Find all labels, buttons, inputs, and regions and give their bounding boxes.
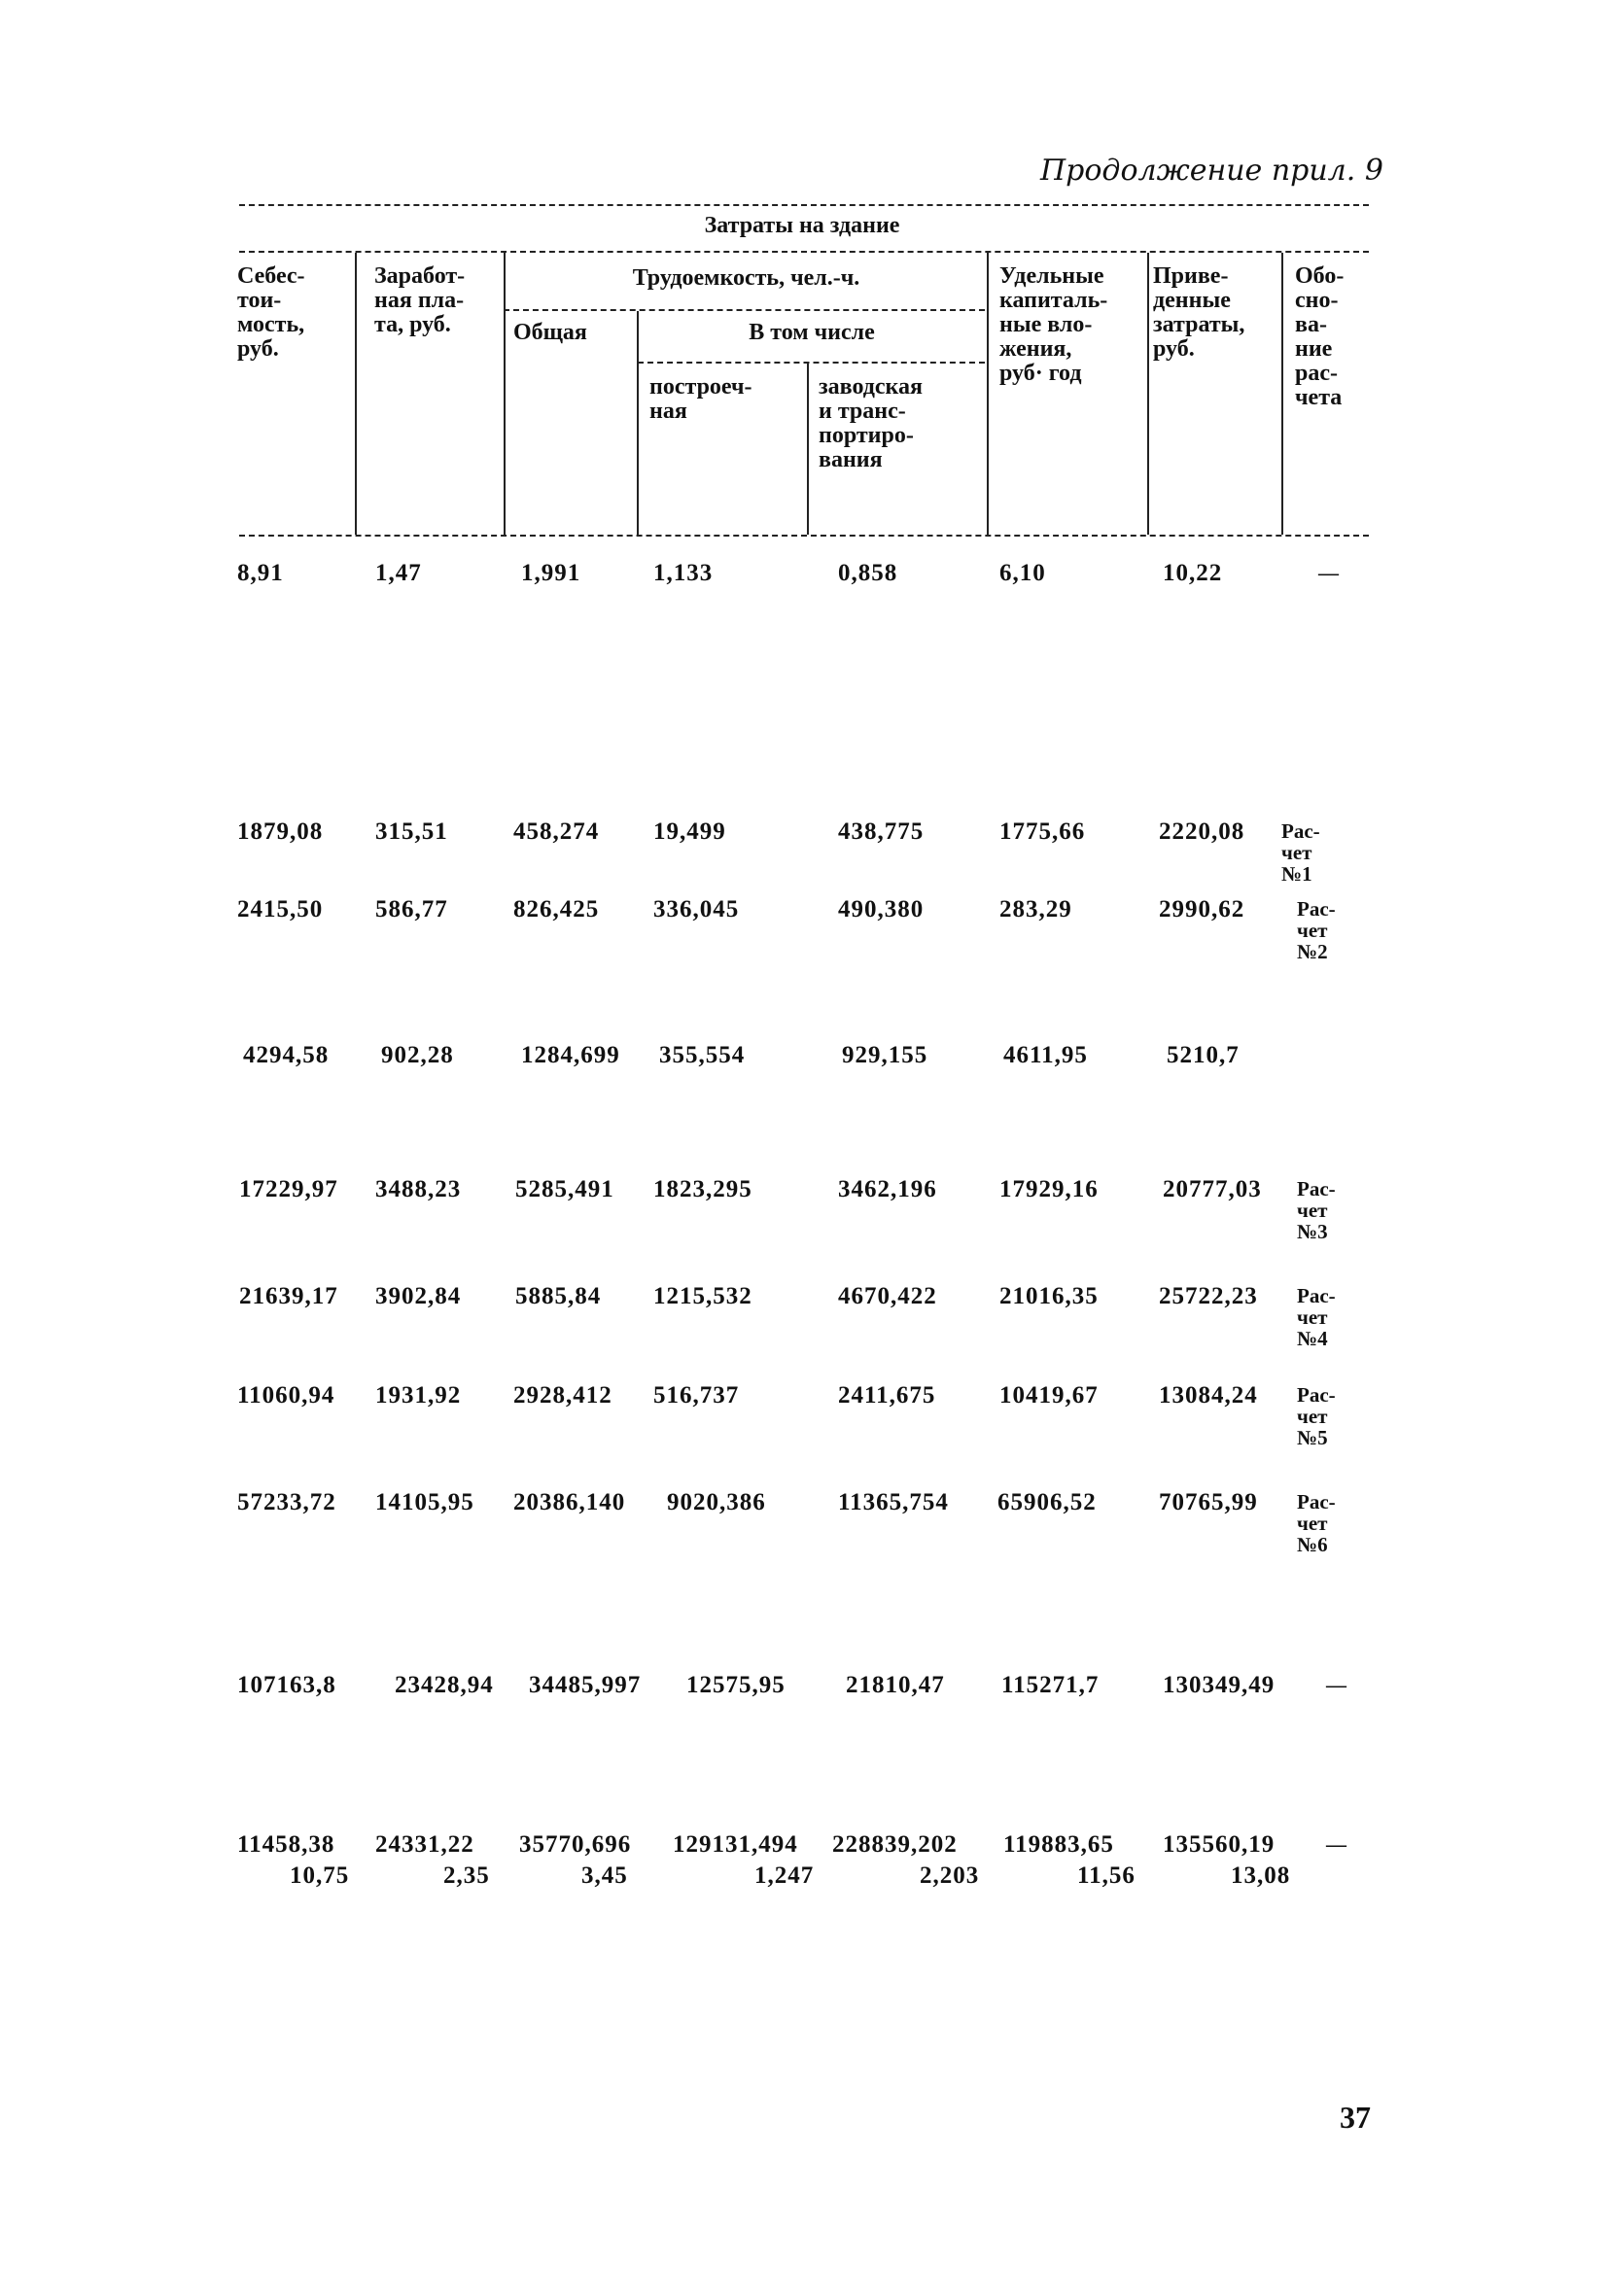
row-3-capital: 283,29: [999, 896, 1072, 922]
row-2-factory: 438,775: [838, 818, 925, 845]
labor-subheader-rule: [504, 309, 985, 311]
row-7-wage: 1931,92: [375, 1382, 462, 1409]
row-7-capital: 10419,67: [999, 1382, 1099, 1409]
row-3-reduced: 2990,62: [1159, 896, 1245, 922]
incl-subheader-rule: [638, 362, 985, 364]
row-6-basis: Рас- чет №4: [1297, 1284, 1336, 1350]
row-7-factory: 2411,675: [838, 1382, 936, 1409]
row-10-construction: 129131,494: [673, 1831, 798, 1858]
group-header-rule: [239, 251, 1369, 253]
row-6-reduced: 25722,23: [1159, 1283, 1258, 1309]
row-8-capital: 65906,52: [997, 1489, 1097, 1515]
row-8-construction: 9020,386: [667, 1489, 766, 1515]
row-1-total: 1,991: [521, 560, 581, 586]
col-divider-5: [987, 253, 989, 535]
row-8-total: 20386,140: [513, 1489, 626, 1515]
row-5-construction: 1823,295: [653, 1176, 752, 1202]
row-2-cost: 1879,08: [237, 818, 324, 845]
row-9-cost: 107163,8: [237, 1672, 336, 1698]
row-10-cost: 11458,38: [237, 1831, 335, 1858]
col-header-cost: Себес- тои- мость, руб.: [237, 263, 305, 362]
row-6-total: 5885,84: [515, 1283, 602, 1309]
row-7-construction: 516,737: [653, 1382, 740, 1409]
row-9-basis: —: [1326, 1673, 1346, 1696]
row-3-basis: Рас- чет №2: [1297, 897, 1336, 963]
row-1-capital: 6,10: [999, 560, 1046, 586]
subrow-reduced: 13,08: [1231, 1862, 1291, 1889]
page-number: 37: [1340, 2100, 1371, 2135]
subrow-factory: 2,203: [920, 1862, 980, 1889]
row-2-basis: Рас- чет №1: [1281, 819, 1320, 886]
col-header-factory: заводская и транс- портиро- вания: [819, 374, 923, 472]
col-divider-1: [355, 253, 357, 535]
incl-title: В том числе: [749, 320, 875, 345]
col-header-basis: Обо- сно- ва- ние рас- чета: [1295, 263, 1345, 410]
row-4-construction: 355,554: [659, 1042, 746, 1068]
row-7-reduced: 13084,24: [1159, 1382, 1258, 1409]
row-1-construction: 1,133: [653, 560, 714, 586]
subrow-construction: 1,247: [754, 1862, 815, 1889]
row-9-reduced: 130349,49: [1163, 1672, 1276, 1698]
col-divider-7: [1281, 253, 1283, 535]
row-3-factory: 490,380: [838, 896, 925, 922]
row-5-total: 5285,491: [515, 1176, 614, 1202]
row-9-construction: 12575,95: [686, 1672, 786, 1698]
row-9-factory: 21810,47: [846, 1672, 945, 1698]
col-divider-6: [1147, 253, 1149, 535]
row-9-wage: 23428,94: [395, 1672, 494, 1698]
row-5-factory: 3462,196: [838, 1176, 937, 1202]
header-bottom-rule: [239, 535, 1369, 537]
row-1-cost: 8,91: [237, 560, 284, 586]
col-divider-2: [504, 253, 506, 535]
row-5-capital: 17929,16: [999, 1176, 1099, 1202]
continuation-title: Продолжение прил. 9: [1040, 154, 1383, 188]
row-6-construction: 1215,532: [653, 1283, 752, 1309]
row-4-wage: 902,28: [381, 1042, 454, 1068]
row-2-wage: 315,51: [375, 818, 448, 845]
row-10-factory: 228839,202: [832, 1831, 958, 1858]
col-header-reduced: Приве- денные затраты, руб.: [1153, 263, 1245, 362]
col-header-capital: Удельные капиталь- ные вло- жения, руб· год: [999, 263, 1108, 386]
row-2-capital: 1775,66: [999, 818, 1086, 845]
row-3-construction: 336,045: [653, 896, 740, 922]
row-9-total: 34485,997: [529, 1672, 642, 1698]
subrow-wage: 2,35: [443, 1862, 490, 1889]
row-8-wage: 14105,95: [375, 1489, 474, 1515]
row-5-wage: 3488,23: [375, 1176, 462, 1202]
row-1-basis: —: [1318, 561, 1339, 584]
col-header-total: Общая: [513, 320, 587, 345]
row-8-cost: 57233,72: [237, 1489, 336, 1515]
row-8-reduced: 70765,99: [1159, 1489, 1258, 1515]
col-header-construction: построеч- ная: [649, 374, 752, 424]
row-6-wage: 3902,84: [375, 1283, 462, 1309]
row-7-cost: 11060,94: [237, 1382, 335, 1409]
row-1-reduced: 10,22: [1163, 560, 1223, 586]
row-3-total: 826,425: [513, 896, 600, 922]
row-5-cost: 17229,97: [239, 1176, 338, 1202]
row-10-basis: —: [1326, 1832, 1346, 1856]
row-2-reduced: 2220,08: [1159, 818, 1245, 845]
row-6-capital: 21016,35: [999, 1283, 1099, 1309]
row-1-wage: 1,47: [375, 560, 422, 586]
row-6-cost: 21639,17: [239, 1283, 338, 1309]
row-4-factory: 929,155: [842, 1042, 928, 1068]
col-divider-4: [807, 364, 809, 535]
row-1-factory: 0,858: [838, 560, 898, 586]
row-5-basis: Рас- чет №3: [1297, 1177, 1336, 1243]
subrow-capital: 11,56: [1077, 1862, 1136, 1889]
row-10-wage: 24331,22: [375, 1831, 474, 1858]
row-7-basis: Рас- чет №5: [1297, 1383, 1336, 1449]
row-4-capital: 4611,95: [1003, 1042, 1088, 1068]
row-7-total: 2928,412: [513, 1382, 612, 1409]
row-8-basis: Рас- чет №6: [1297, 1490, 1336, 1556]
row-4-cost: 4294,58: [243, 1042, 330, 1068]
subrow-cost: 10,75: [290, 1862, 350, 1889]
col-header-wage: Заработ- ная пла- та, руб.: [374, 263, 466, 337]
row-8-factory: 11365,754: [838, 1489, 949, 1515]
group-title: Затраты на здание: [704, 213, 900, 238]
row-2-total: 458,274: [513, 818, 600, 845]
row-2-construction: 19,499: [653, 818, 726, 845]
col-divider-3: [637, 311, 639, 535]
row-9-capital: 115271,7: [1001, 1672, 1100, 1698]
row-4-reduced: 5210,7: [1167, 1042, 1240, 1068]
row-10-capital: 119883,65: [1003, 1831, 1114, 1858]
row-10-reduced: 135560,19: [1163, 1831, 1276, 1858]
row-4-total: 1284,699: [521, 1042, 620, 1068]
row-5-reduced: 20777,03: [1163, 1176, 1262, 1202]
row-6-factory: 4670,422: [838, 1283, 937, 1309]
table-top-rule: [239, 204, 1369, 206]
row-10-total: 35770,696: [519, 1831, 632, 1858]
subrow-total: 3,45: [581, 1862, 628, 1889]
row-3-cost: 2415,50: [237, 896, 324, 922]
labor-title: Трудоемкость, чел.-ч.: [632, 265, 860, 291]
row-3-wage: 586,77: [375, 896, 448, 922]
